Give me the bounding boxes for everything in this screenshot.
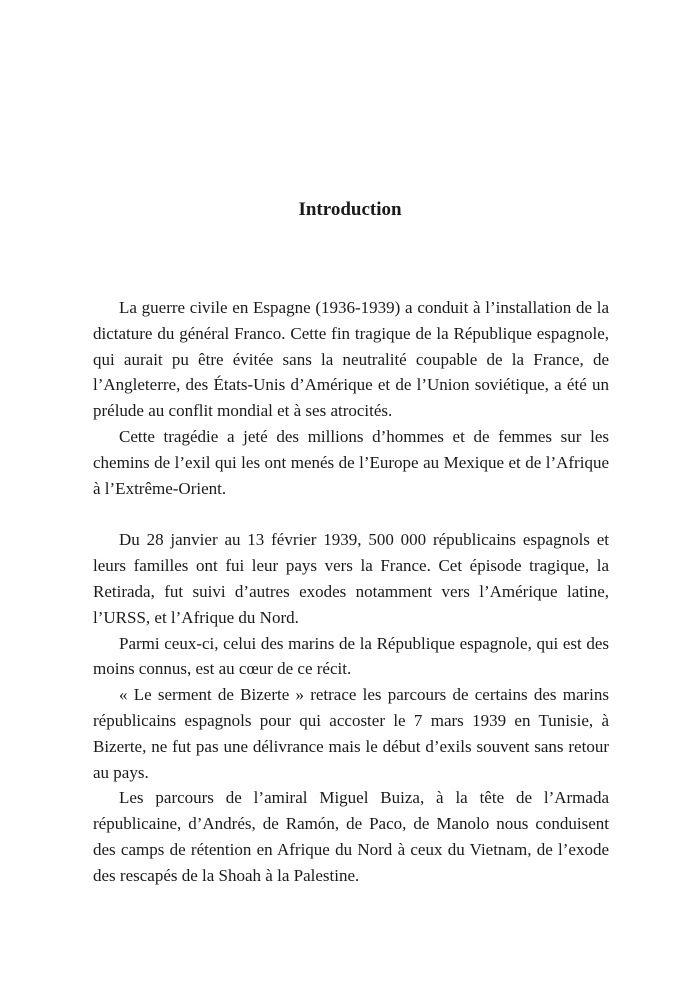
paragraph: Cette tragédie a jeté des millions d’hommes et de femmes sur les chemins de l’exil qui les ont menés de l’Europe au Mexique et de l’Afrique à l’Extrême-Orient. bbox=[93, 426, 609, 498]
paragraph: Les parcours de l’amiral Miguel Buiza, à la tête de l’Armada républicaine, d’Andrés, de Ramón, de Paco, de Manolo nous conduisent des camps de rétention en Afrique du Nord à ceux du Vietnam, de l’exode des rescapés de la Shoah à la Palestine. bbox=[93, 788, 609, 885]
paragraph: La guerre civile en Espagne (1936-1939) a conduit à l’installation de la dictature du général Franco. Cette fin tragique de la République espagnole, qui aurait pu être évitée sans la neutralité coupable de la France, de l’Angleterre, des États-Unis d’Amérique et de l’Union soviétique, a été un prélude au conflit mondial et à ses atrocités. bbox=[93, 298, 609, 421]
page-title: Introduction bbox=[298, 199, 402, 220]
paragraph: Parmi ceux-ci, celui des marins de la République espagnole, qui est des moins connus, est au cœur de ce récit. bbox=[93, 633, 609, 679]
paragraph: Du 28 janvier au 13 février 1939, 500 000 républicains espagnols et leurs familles ont fui leur pays vers la France. Cet épisode tragique, la Retirada, fut suivi d’autres exodes notamment vers l’Amérique latine, l’URSS, et l’Afrique du Nord. bbox=[93, 530, 609, 627]
document-body bbox=[93, 295, 609, 889]
paragraph: « Le serment de Bizerte » retrace les parcours de certains des marins républicains espagnols pour qui accoster le 7 mars 1939 en Tunisie, à Bizerte, ne fut pas une délivrance mais le début d’exils souvent sans retour au pays. bbox=[93, 685, 609, 782]
